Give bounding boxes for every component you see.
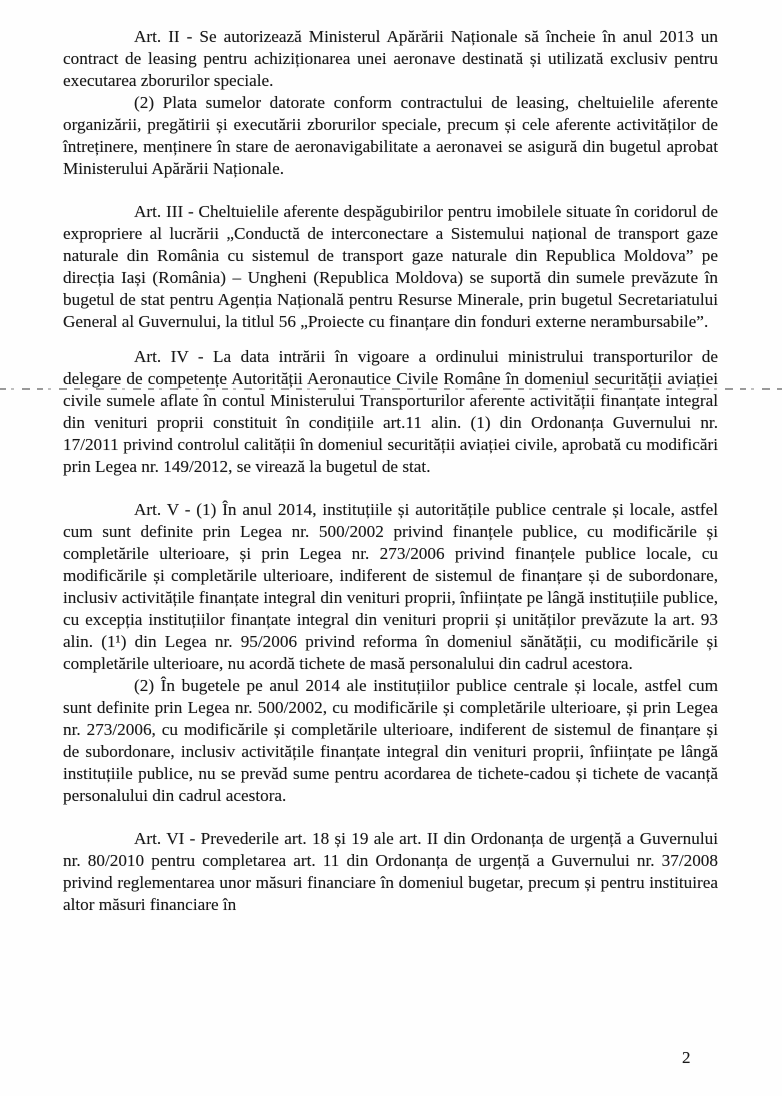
page-number: 2 bbox=[682, 1048, 691, 1067]
paragraph-art-vi: Art. VI - Prevederile art. 18 și 19 ale art. II din Ordonanța de urgență a Guvernului nr. 80/2010 pentru completarea art. 11 din Ordonanța de urgență a Guvernului nr. 37/2008 privind reglementarea unor măsuri financiare în domeniul bugetar, precum și pentru instituirea altor măsuri financiare în bbox=[63, 829, 718, 914]
paragraph-art-ii-intro: Art. II - Se autorizează Ministerul Apărării Naționale să încheie în anul 2013 un contract de leasing pentru achiziționarea unei aeronave destinată și utilizată exclusiv pentru executarea zborurilor speciale. bbox=[63, 27, 718, 90]
paragraph-art-v-alin-1: Art. V - (1) În anul 2014, instituțiile și autoritățile publice centrale și locale, astfel cum sunt definite prin Legea nr. 500/2002 privind finanțele publice, cu modificările și completările ulterioare, și prin Legea nr. 273/2006 privind finanțele publice locale, cu modificările și completările ulterioare, indiferent de sistemul de finanțare și de subordonare, inclusiv activitățile finanțate integral din venituri proprii, înființate pe lângă instituțiile publice, cu excepția instituțiilor finanțate integral din venituri proprii și unităților prevăzute la art. 93 alin. (1¹) din Legea nr. 95/2006 privind reforma în domeniul sănătății, cu modificările și completările ulterioare, nu acordă tichete de masă personalului din cadrul acestora. bbox=[63, 500, 718, 673]
paragraph-art-ii-alin-2: (2) Plata sumelor datorate conform contractului de leasing, cheltuielile aferente organizării, pregătirii și executării zborurilor speciale, precum și cele aferente activităților de întreținere, menținere în stare de aeronavigabilitate a aeronavei se asigură din bugetul aprobat Ministerului Apărării Naționale. bbox=[63, 93, 718, 178]
paragraph-art-v-alin-2: (2) În bugetele pe anul 2014 ale instituțiilor publice centrale și locale, astfel cum sunt definite prin Legea nr. 500/2002, cu modificările și completările ulterioare, și prin Legea nr. 273/2006, cu modificările și completările ulterioare, indiferent de sistemul de finanțare și de subordonare, inclusiv activitățile finanțate integral din venituri proprii, înființate pe lângă instituțiile publice, nu se prevăd sume pentru acordarea de tichete-cadou și tichete de vacanță personalului din cadrul acestora. bbox=[63, 676, 718, 805]
page-content bbox=[63, 26, 718, 916]
paragraph-art-iii: Art. III - Cheltuielile aferente despăgubirilor pentru imobilele situate în coridorul de expropriere al lucrării „Conductă de interconectare a Sistemului național de transport gaze naturale din România cu sistemul de transport gaze naturale din Republica Moldova” pe direcția Iași (România) – Ungheni (Republica Moldova) se suportă din sumele prevăzute în bugetul de stat pentru Agenția Națională pentru Resurse Minerale, prin bugetul Secretariatului General al Guvernului, la titlul 56 „Proiecte cu finanțare din fonduri externe nerambursabile”. bbox=[63, 202, 718, 331]
paragraph-art-iv: Art. IV - La data intrării în vigoare a ordinului ministrului transporturilor de delegare de competențe Autorității Aeronautice Civile Române în domeniul securității aviației civile sumele aflate în contul Ministerului Transporturilor aferente activității finanțate integral din venituri proprii constituit în condițiile art.11 alin. (1) din Ordonanța Guvernului nr. 17/2011 privind controlul calității în domeniul securității aviației civile, aprobată cu modificări prin Legea nr. 149/2012, se virează la bugetul de stat. bbox=[63, 347, 718, 476]
